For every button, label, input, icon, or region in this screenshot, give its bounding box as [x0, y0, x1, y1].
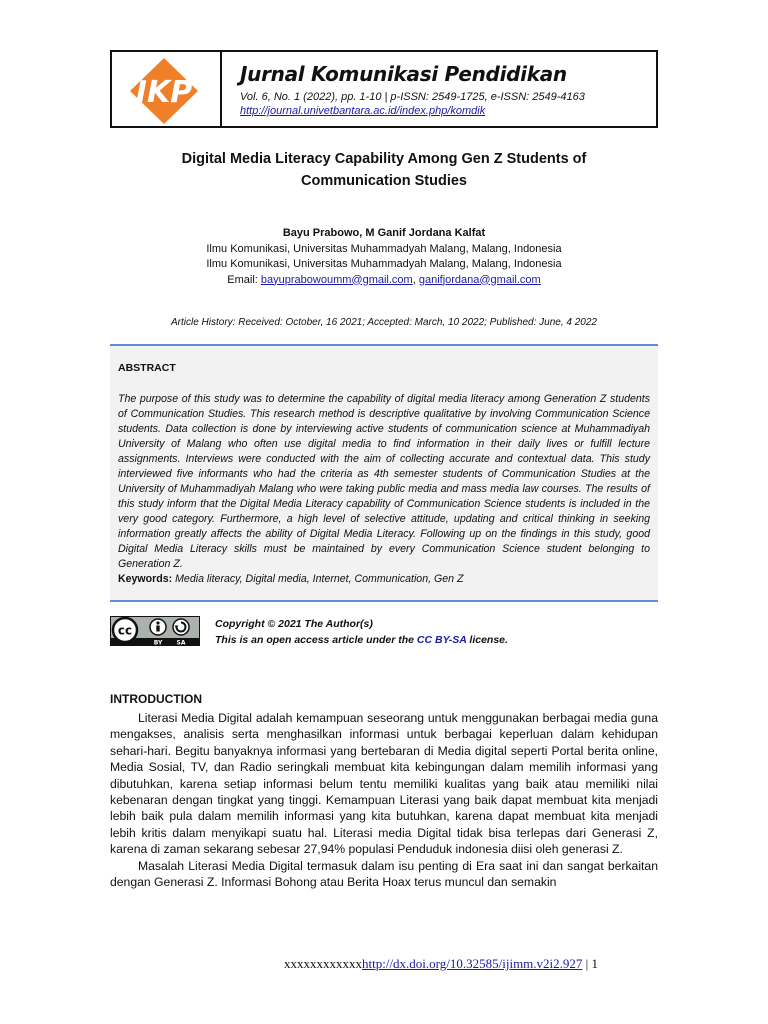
- email-label: Email:: [227, 273, 261, 286]
- article-title: [110, 148, 658, 192]
- journal-info: [222, 52, 585, 126]
- cc-by-sa-badge-icon[interactable]: [110, 616, 200, 646]
- article-title-line: Digital Media Literacy Capability Among Gen Z Students of: [181, 151, 587, 167]
- paragraph: Masalah Literasi Media Digital termasuk dalam isu penting di Era saat ini dan sangat berkaitan dengan Generasi Z. Informasi Bohong atau Berita Hoax terus muncul dan semakin: [110, 858, 658, 890]
- keywords-list: Media literacy, Digital media, Internet, Communication, Gen Z: [175, 573, 464, 585]
- email-separator: ,: [412, 273, 419, 286]
- affiliation: Ilmu Komunikasi, Universitas Muhammadyah Malang, Malang, Indonesia: [206, 242, 562, 255]
- copyright-block: [215, 616, 508, 648]
- article-history: Article History: Received: October, 16 2021; Accepted: March, 10 2022; Published: June, 4 2022: [171, 317, 597, 328]
- introduction-body: [110, 710, 658, 890]
- journal-meta: Vol. 6, No. 1 (2022), pp. 1-10 | p-ISSN: 2549-1725, e-ISSN: 2549-4163: [240, 91, 585, 103]
- email-line: [110, 273, 658, 289]
- introduction-heading: INTRODUCTION: [110, 692, 202, 706]
- journal-logo: [112, 52, 222, 126]
- journal-url-link[interactable]: http://journal.univetbantara.ac.id/index.php/komdik: [240, 105, 486, 117]
- article-title-line: Communication Studies: [301, 173, 467, 189]
- keywords: [118, 572, 650, 587]
- abstract-text: The purpose of this study was to determine the capability of digital media literacy among Generation Z students of Communication Studies. This research method is descriptive qualitative by involving Communication Science students. Data collection is done by interviewing active students of communication science at Muhammadiyah University of Malang who often use digital media to find information in their daily lives or fulfill lecture assignments. Interviews were conducted with the aim of collecting accurate and contextual data. This study interviewed five informants who had the criteria as 4th semester students of Communication Studies at the University of Muhammadiyah Malang who were taking public media and mass media law courses. The results of this study inform that the Digital Media Literacy capability of Communication Science students is included in the very good category. Furthermore, a high level of selective attitude, updating and critical thinking in seeking information greatly affects the ability of Digital Media Literacy. Following up on the findings in this study, good Digital Media Literacy skills must be maintained by every Communication Science student belonging to Generation Z.: [118, 393, 650, 570]
- journal-header: [110, 50, 658, 128]
- open-access-text: [215, 632, 508, 648]
- open-access-post: license.: [466, 634, 508, 646]
- abstract-box: [110, 344, 658, 602]
- page-footer: [284, 956, 598, 972]
- paragraph: Literasi Media Digital adalah kemampuan seseorang untuk menggunakan berbagai media guna mengakses, analisis serta menghasilkan informasi untuk berbagai keperluan dalam kehidupan sehari-hari. Begitu banyaknya informasi yang bertebaran di Media digital seperti Portal berita online, Media Sosial, TV, dan Radio seringkali membuat kita kebingungan dalam memilih informasi yang dibutuhkan, karena setiap informasi belum tentu memiliki kualitas yang baik atau memiliki nilai kebenaran dengan tingkat yang tinggi. Kemampuan Literasi yang baik dapat membuat kita menjadi lebih baik pula dalam memilih informasi yang kita butuhkan, karena dapat membuat kita menjadi lebih kritis dalam menyikapi suatu hal. Literasi media Digital tidak bisa terlepas dari Generasi Z, karena di zaman sekarang sebesar 27,94% populasi Penduduk indonesia diisi oleh generasi Z.: [110, 711, 658, 857]
- jkp-logo-icon: [126, 56, 202, 126]
- email-link[interactable]: bayuprabowoumm@gmail.com: [260, 273, 413, 286]
- author-block: [110, 226, 658, 288]
- doi-link[interactable]: http://dx.doi.org/10.32585/ijimm.v2i2.927: [362, 956, 583, 971]
- svg-text:BY: BY: [153, 639, 163, 646]
- license-link[interactable]: CC BY-SA: [416, 634, 467, 646]
- open-access-pre: This is an open access article under the: [215, 634, 417, 646]
- author-names: Bayu Prabowo, M Ganif Jordana Kalfat: [282, 227, 486, 239]
- email-link[interactable]: ganifjordana@gmail.com: [418, 273, 541, 286]
- keywords-label: Keywords:: [118, 573, 176, 585]
- svg-text:cc: cc: [117, 623, 133, 638]
- footer-prefix: xxxxxxxxxxxx: [284, 956, 362, 971]
- svg-text:JKP: JKP: [135, 75, 193, 110]
- copyright-text: Copyright © 2021 The Author(s): [215, 618, 373, 630]
- affiliation: Ilmu Komunikasi, Universitas Muhammadyah Malang, Malang, Indonesia: [206, 258, 562, 270]
- page-number: | 1: [582, 956, 599, 971]
- svg-text:SA: SA: [176, 639, 186, 646]
- abstract-heading: ABSTRACT: [118, 362, 176, 374]
- journal-title: Jurnal Komunikasi Pendidikan: [240, 62, 567, 86]
